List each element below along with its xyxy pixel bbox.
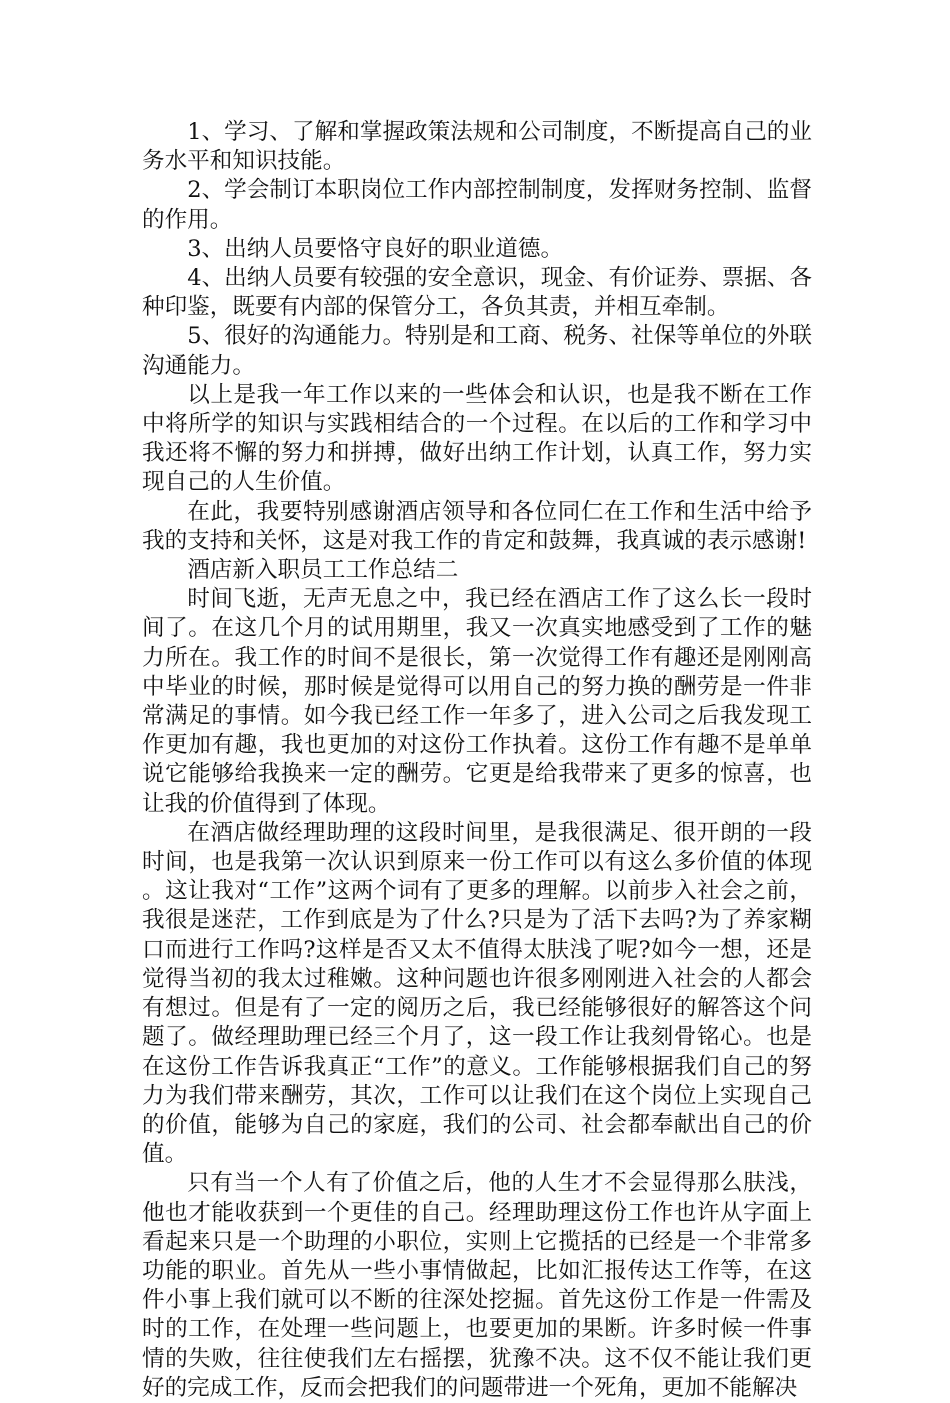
paragraph-thanks: 在此，我要特别感谢酒店领导和各位同仁在工作和生活中给予我的支持和关怀，这是对我工作的肯定和鼓舞，我真诚的表示感谢! [142, 498, 812, 554]
paragraph-item-5: 5、很好的沟通能力。特别是和工商、税务、社保等单位的外联沟通能力。 [142, 323, 812, 379]
paragraph-summary: 以上是我一年工作以来的一些体会和认识，也是我不断在工作中将所学的知识与实践相结合的一个过程。在以后的工作和学习中我还将不懈的努力和拼搏，做好出纳工作计划，认真工作，努力实现自己的人生价值。 [142, 381, 812, 496]
paragraph-item-3: 3、出纳人员要恪守良好的职业道德。 [187, 235, 564, 262]
paragraph-item-2: 2、学会制订本职岗位工作内部控制制度，发挥财务控制、监督的作用。 [142, 177, 812, 233]
paragraph-body-1: 时间飞逝，无声无息之中，我已经在酒店工作了这么长一段时间了。在这几个月的试用期里，我又一次真实地感受到了工作的魅力所在。我工作的时间不是很长，第一次觉得工作有趣还是刚刚高中毕业的时候，那时候是觉得可以用自己的努力换的酬劳是一件非常满足的事情。如今我已经工作一年多了，进入公司之后我发现工作更加有趣，我也更加的对这份工作执着。这份工作有趣不是单单说它能够给我换来一定的酬劳。它更是给我带来了更多的惊喜，也让我的价值得到了体现。 [142, 586, 812, 817]
paragraph-item-1: 1、学习、了解和掌握政策法规和公司制度，不断提高自己的业务水平和知识技能。 [142, 119, 812, 175]
paragraph-body-2: 在酒店做经理助理的这段时间里，是我很满足、很开朗的一段时间，也是我第一次认识到原来一份工作可以有这么多价值的体现。这让我对“工作”这两个词有了更多的理解。以前步入社会之前，我很是迷茫，工作到底是为了什么?只是为了活下去吗?为了养家糊口而进行工作吗?这样是否又太不值得太肤浅了呢?如今一想，还是觉得当初的我太过稚嫩。这种问题也许很多刚刚进入社会的人都会有想过。但是有了一定的阅历之后，我已经能够很好的解答这个问题了。做经理助理已经三个月了，这一段工作让我刻骨铭心。也是在这份工作告诉我真正“工作”的意义。工作能够根据我们自己的努力为我们带来酬劳，其次，工作可以让我们在这个岗位上实现自己的价值，能够为自己的家庭，我们的公司、社会都奉献出自己的价值。 [142, 819, 812, 1168]
document-body [142, 118, 812, 1403]
paragraph-item-4: 4、出纳人员要有较强的安全意识，现金、有价证券、票据、各种印鉴，既要有内部的保管分工，各负其责，并相互牵制。 [142, 265, 812, 321]
section-heading: 酒店新入职员工工作总结二 [187, 557, 459, 584]
paragraph-body-3: 只有当一个人有了价值之后，他的人生才不会显得那么肤浅，他也才能收获到一个更佳的自己。经理助理这份工作也许从字面上看起来只是一个助理的小职位，实则上它揽括的已经是一个非常多功能的职业。首先从一些小事情做起，比如汇报传达工作等，在这件小事上我们就可以不断的往深处挖掘。首先这份工作是一件需及时的工作，在处理一些问题上，也要更加的果断。许多时候一件事情的失败，往往使我们左右摇摆，犹豫不决。这不仅不能让我们更好的完成工作，反而会把我们的问题带进一个死角，更加不能解决 [142, 1170, 812, 1401]
